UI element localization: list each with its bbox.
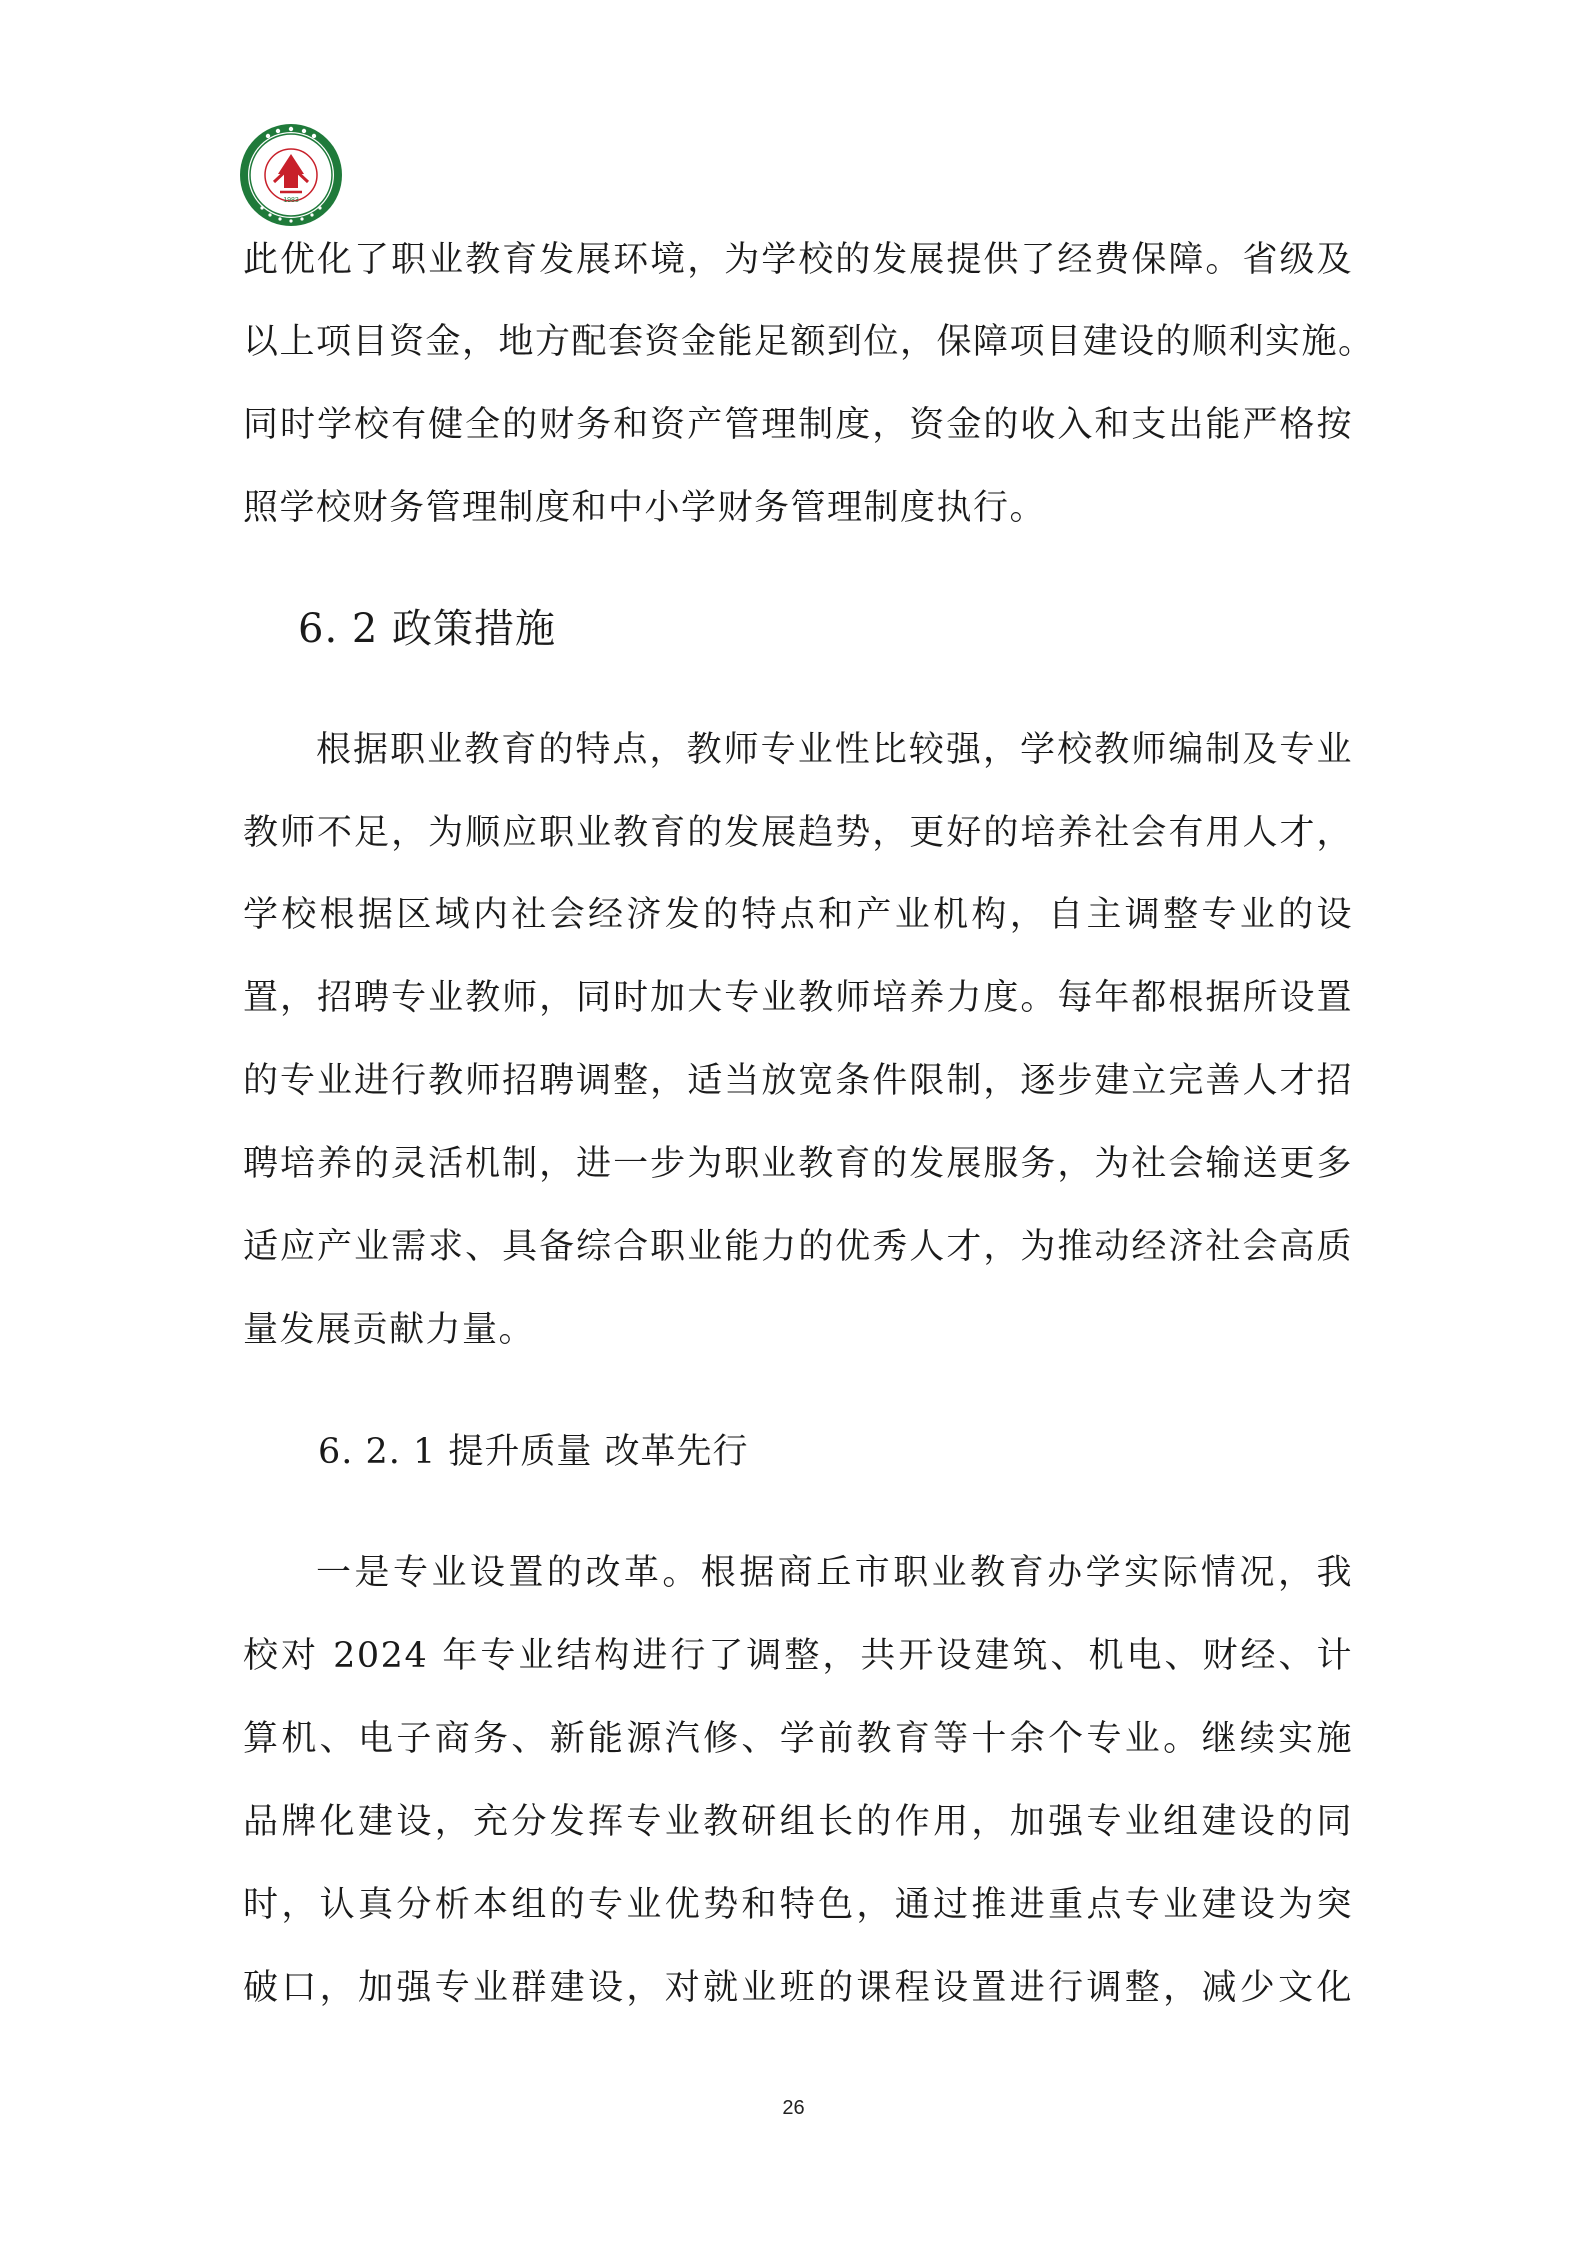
section-heading-6-2-1: 6. 2. 1 提升质量 改革先行 xyxy=(318,1432,749,1472)
paragraph-line: 学校根据区域内社会经济发的特点和产业机构，自主调整专业的设 xyxy=(243,895,1353,935)
section-heading-6-2: 6. 2 政策措施 xyxy=(298,606,557,652)
paragraph-line: 校对 2024 年专业结构进行了调整，共开设建筑、机电、财经、计 xyxy=(243,1636,1353,1676)
paragraph-line: 教师不足，为顺应职业教育的发展趋势，更好的培养社会有用人才， xyxy=(243,813,1353,853)
school-seal-logo-icon xyxy=(238,122,344,228)
paragraph-line: 照学校财务管理制度和中小学财务管理制度执行。 xyxy=(243,488,1047,528)
paragraph-line: 聘培养的灵活机制，进一步为职业教育的发展服务，为社会输送更多 xyxy=(243,1144,1353,1184)
logo-year: 1983 xyxy=(283,197,299,204)
page-number: 26 xyxy=(782,2097,805,2119)
paragraph-line: 适应产业需求、具备综合职业能力的优秀人才，为推动经济社会高质 xyxy=(243,1227,1353,1267)
paragraph-line: 量发展贡献力量。 xyxy=(243,1310,536,1350)
paragraph-line: 一是专业设置的改革。根据商丘市职业教育办学实际情况，我 xyxy=(316,1553,1353,1593)
paragraph-line: 破口，加强专业群建设，对就业班的课程设置进行调整，减少文化 xyxy=(243,1968,1353,2008)
paragraph-line: 置，招聘专业教师，同时加大专业教师培养力度。每年都根据所设置 xyxy=(243,978,1353,1018)
paragraph-line: 品牌化建设，充分发挥专业教研组长的作用，加强专业组建设的同 xyxy=(243,1802,1353,1842)
paragraph-line: 同时学校有健全的财务和资产管理制度，资金的收入和支出能严格按 xyxy=(243,405,1353,445)
paragraph-line: 此优化了职业教育发展环境，为学校的发展提供了经费保障。省级及 xyxy=(243,240,1353,280)
paragraph-line: 算机、电子商务、新能源汽修、学前教育等十余个专业。继续实施 xyxy=(243,1719,1353,1759)
paragraph-line: 时，认真分析本组的专业优势和特色，通过推进重点专业建设为突 xyxy=(243,1885,1353,1925)
paragraph-line: 的专业进行教师招聘调整，适当放宽条件限制，逐步建立完善人才招 xyxy=(243,1061,1353,1101)
paragraph-line: 根据职业教育的特点，教师专业性比较强，学校教师编制及专业 xyxy=(316,730,1353,770)
paragraph-line: 以上项目资金，地方配套资金能足额到位，保障项目建设的顺利实施。 xyxy=(243,322,1375,362)
